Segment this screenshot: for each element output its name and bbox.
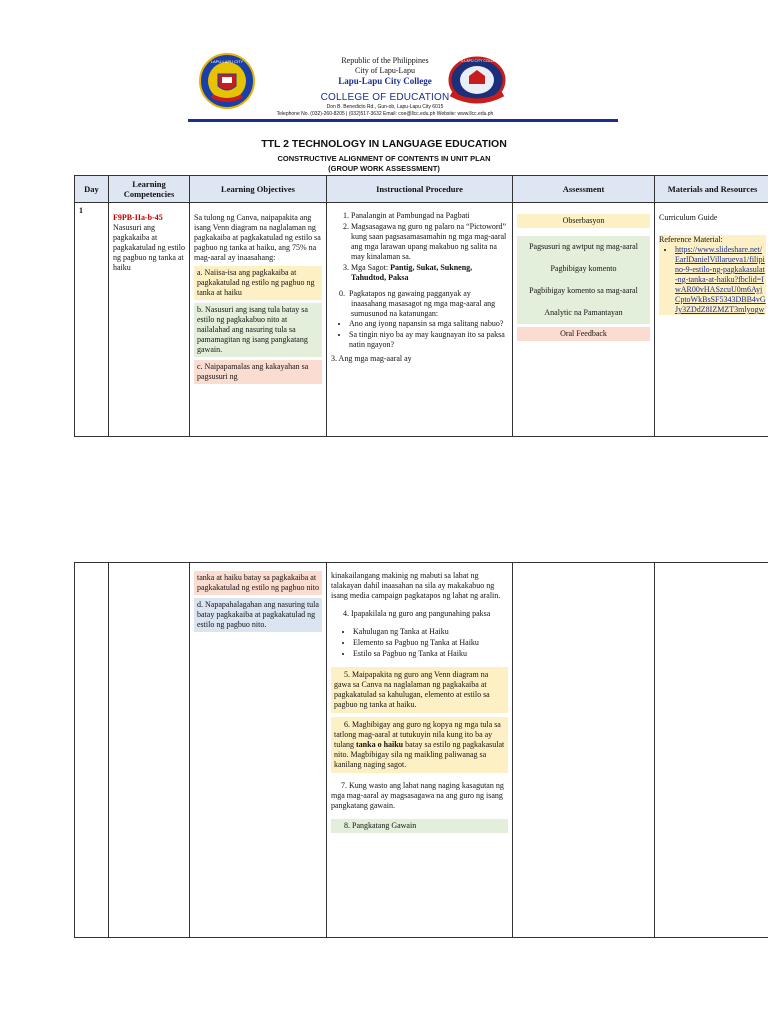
svg-text:LAPU-LAPU CITY: LAPU-LAPU CITY bbox=[210, 59, 244, 64]
procedure-step-0-text: Pagkatapos ng gawaing pagganyak ay inaasahang masasagot ng mga mag-aaral ang sumusunod na katanungan: bbox=[349, 289, 496, 318]
assessment-item: Analytic na Pamantayan bbox=[544, 308, 623, 317]
procedure-continued: kinakailangang makinig ng mabuti sa lahat ng talakayan dahil inaasahan na sila ay makakabuo ng isang media campaign pagkatapos ng lahat ng aralin. bbox=[331, 571, 501, 600]
unit-plan-table-continued bbox=[74, 562, 768, 938]
header-rule bbox=[188, 119, 618, 122]
assessment-item: Oral Feedback bbox=[517, 327, 650, 341]
assessment-item: Pagbibigay komento bbox=[550, 264, 617, 273]
header-procedure: Instructional Procedure bbox=[327, 176, 513, 203]
procedure-step-3b: 3. Ang mga mag-aaral ay bbox=[331, 354, 412, 363]
procedure-step-2: 2. Magsasagawa ng guro ng palaro na “Pictoword” kung saan pagsasamasamahin ng mga mag-aaral ang mga larawan upang makabuo ng salita na may kinalaman sa. bbox=[351, 222, 508, 262]
procedure-cell bbox=[327, 203, 513, 437]
curriculum-guide: Curriculum Guide bbox=[659, 213, 718, 222]
procedure-step-6-text-end: batay sa estilo ng pagkakasulat nito. Magbibigay sila ng maikling paliwanag sa kanilang naging sagot. bbox=[334, 740, 505, 769]
competency-text: Nasusuri ang pagkakaiba at pagkakatulad ng estilo ng pagbuo ng tanka at haiku bbox=[113, 223, 185, 272]
header-materials: Materials and Resources bbox=[655, 176, 768, 203]
answers-list: Pantig, Sukat, Sukneng, Tahudtod, Paksa bbox=[351, 263, 473, 282]
assessment-green-block bbox=[517, 236, 650, 324]
assessment-cell bbox=[513, 203, 655, 437]
objective-c-continued: tanka at haiku batay sa pagkakaiba at pagkakatulad ng estilo ng pagbuo nito bbox=[194, 571, 322, 595]
republic-line: Republic of the Philippines bbox=[341, 56, 429, 65]
assessment-cell bbox=[513, 563, 655, 938]
topic-item: • Kahulugan ng Tanka at Haiku bbox=[353, 627, 508, 637]
objectives-cell bbox=[190, 563, 327, 938]
competency-code: F9PB-IIa-b-45 bbox=[113, 213, 163, 222]
day-cell bbox=[75, 563, 109, 938]
document-subtitle: CONSTRUCTIVE ALIGNMENT OF CONTENTS IN UNIT PLAN bbox=[277, 154, 491, 163]
svg-text:LAPU-LAPU CITY COLLEGE: LAPU-LAPU CITY COLLEGE bbox=[454, 59, 500, 63]
contact-line: Telephone No. (032)-260-8205 | (032)517-3632 Email: coe@llcc.edu.ph Website: www.llcc.edu.ph bbox=[276, 111, 494, 117]
header-competencies: Learning Competencies bbox=[109, 176, 190, 203]
college-name: Lapu-Lapu City College bbox=[338, 76, 432, 86]
procedure-step-0: 0. Pagkatapos ng gawaing pagganyak ay inaasahang masasagot ng mga mag-aaral ang sumusunod na katanungan: bbox=[339, 289, 496, 318]
address-line: Don B. Benedicto Rd., Gun-ob, Lapu-Lapu City 6015 bbox=[326, 104, 444, 110]
reference-link[interactable]: https://www.slideshare.net/EarlDanielVillarueva1/filipino-9-estilo-ng-pagkakasulat-ng-tanka-at-haiku?fbclid=IwAR00vHASzcuU0m6AyjCptoWkBsSF5343DBB4vGJy3ZDdZ8IZMZT3mlyogw bbox=[675, 245, 766, 314]
topic-item: • Elemento sa Pagbuo ng Tanka at Haiku bbox=[353, 638, 508, 648]
question-2: • Sa tingin niyo ba ay may kaugnayan ito sa paksa natin ngayon? bbox=[349, 330, 508, 350]
city-line: City of Lapu-Lapu bbox=[355, 66, 415, 75]
procedure-step-8: 8. Pangkatang Gawain bbox=[331, 819, 508, 833]
document-subtitle-2: (GROUP WORK ASSESSMENT) bbox=[328, 164, 440, 173]
assessment-item: Pagbibigay komento sa mag-aaral bbox=[529, 286, 638, 295]
answers-label: Mga Sagot: bbox=[351, 263, 389, 272]
school-seal-left bbox=[198, 52, 256, 110]
document-title: TTL 2 TECHNOLOGY IN LANGUAGE EDUCATION bbox=[261, 138, 507, 150]
poem-types: tanka o haiku bbox=[356, 740, 404, 749]
competency-cell bbox=[109, 203, 190, 437]
procedure-step-6-text: 6. Magbibigay ang guro ng kopya ng mga tula sa tatlong mag-aaral at tutukuyin nila kung ito ba ay tulang bbox=[334, 720, 501, 749]
department-name: COLLEGE OF EDUCATION bbox=[320, 92, 450, 103]
question-1: • Ano ang iyong napansin sa mga salitang nabuo? bbox=[349, 319, 508, 329]
objective-b: b. Nasusuri ang isang tula batay sa estilo ng pagkakabuo nito at nailalahad ang nasuring tula sa pamamagitan ng isang pangkatang gawain. bbox=[194, 303, 322, 357]
objective-d: d. Napapahalagahan ang nasuring tula batay pagkakaiba at pagkakatulad ng estilo ng pagbuo nito. bbox=[194, 598, 322, 632]
assessment-item: Obserbasyon bbox=[517, 214, 650, 228]
reference-label: Reference Material: bbox=[659, 235, 723, 244]
header-day: Day bbox=[75, 176, 109, 203]
day-number: 1 bbox=[79, 206, 83, 215]
competency-cell bbox=[109, 563, 190, 938]
header-objectives: Learning Objectives bbox=[190, 176, 327, 203]
table-header-row bbox=[75, 176, 768, 203]
unit-plan-table bbox=[74, 175, 768, 437]
assessment-item: Pagsusuri ng awtput ng mag-aaral bbox=[529, 242, 638, 251]
procedure-step-6 bbox=[331, 717, 508, 773]
reference-block bbox=[659, 235, 766, 315]
objectives-cell bbox=[190, 203, 327, 437]
table-row bbox=[75, 203, 768, 437]
procedure-step-5: 5. Maipapakita ng guro ang Venn diagram na gawa sa Canva na naglalaman ng pagkakaiba at pagkakatulad sa kahulugan, elemento at estilo sa pagbuo ng tanka at haiku. bbox=[331, 667, 508, 713]
procedure-step-7: 7. Kung wasto ang lahat nang naging kasagutan ng mga mag-aaral ay magsasagawa na ang guro ng isang pangkatang gawain. bbox=[331, 781, 504, 810]
procedure-cell bbox=[327, 563, 513, 938]
objectives-intro: Sa tulong ng Canva, naipapakita ang isang Venn diagram na naglalaman ng pagkakaiba at pagkakatulad ng estilo sa pagbuo ng tanka at haiku, ang 75% na mag-aaral ay inaasahang: bbox=[194, 213, 321, 262]
objective-a: a. Naiisa-isa ang pagkakaiba at pagkakatulad ng estilo ng pagbuo ng tanka at haiku bbox=[194, 266, 322, 300]
procedure-step-4: 4. Ipapakilala ng guro ang pangunahing paksa bbox=[343, 609, 491, 618]
letterhead bbox=[250, 56, 520, 118]
objective-c: c. Naipapamalas ang kakayahan sa pagsusuri ng bbox=[194, 360, 322, 384]
procedure-step-3 bbox=[351, 263, 508, 283]
materials-cell bbox=[655, 203, 768, 437]
header-assessment: Assessment bbox=[513, 176, 655, 203]
table-row bbox=[75, 563, 768, 938]
topic-item: • Estilo sa Pagbuo ng Tanka at Haiku bbox=[353, 649, 508, 659]
procedure-step-1: 1. Panalangin at Pambungad na Pagbati bbox=[351, 211, 508, 221]
materials-cell bbox=[655, 563, 768, 938]
day-cell bbox=[75, 203, 109, 437]
